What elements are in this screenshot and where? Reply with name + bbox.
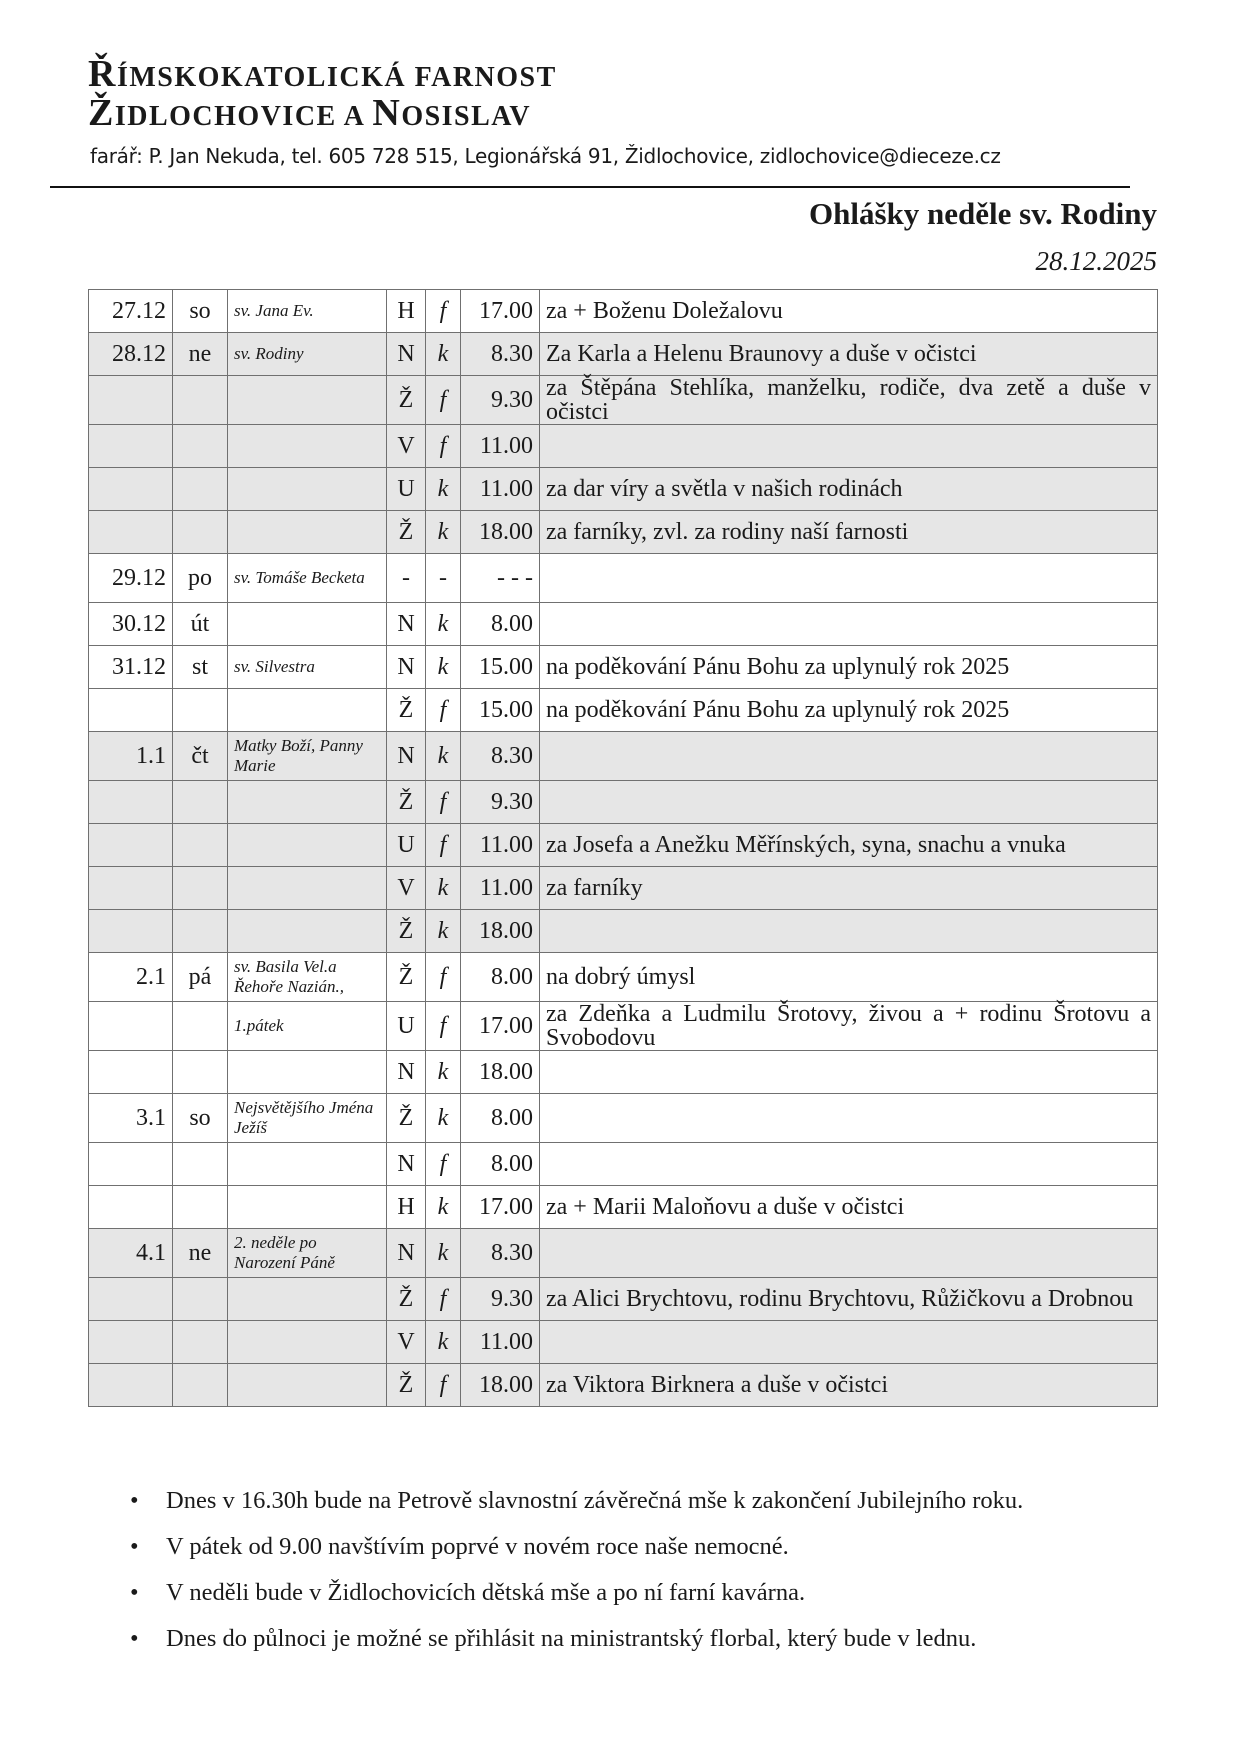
saint-cell xyxy=(228,867,387,910)
place-cell: Ž xyxy=(387,511,426,554)
intention-cell: na poděkování Pánu Bohu za uplynulý rok 2025 xyxy=(540,689,1158,732)
time-cell: 8.30 xyxy=(461,732,540,781)
intention-cell xyxy=(540,603,1158,646)
time-cell: 18.00 xyxy=(461,511,540,554)
mass-type-cell: k xyxy=(426,603,461,646)
table-row xyxy=(89,646,1158,689)
intention-cell xyxy=(540,1051,1158,1094)
date-cell xyxy=(89,1143,173,1186)
page-date: 28.12.2025 xyxy=(1035,246,1157,276)
day-cell: ne xyxy=(173,1229,228,1278)
place-cell: - xyxy=(387,554,426,603)
place-cell: U xyxy=(387,1002,426,1051)
date-cell xyxy=(89,1278,173,1321)
mass-type-cell: k xyxy=(426,867,461,910)
table-row xyxy=(89,603,1158,646)
mass-type-cell: k xyxy=(426,1186,461,1229)
time-cell: 8.00 xyxy=(461,1094,540,1143)
mass-type-cell: k xyxy=(426,732,461,781)
date-cell xyxy=(89,425,173,468)
table-row xyxy=(89,333,1158,376)
place-cell: N xyxy=(387,1229,426,1278)
date-cell: 28.12 xyxy=(89,333,173,376)
table-row xyxy=(89,1002,1158,1051)
intention-cell: Za Karla a Helenu Braunovy a duše v očistci xyxy=(540,333,1158,376)
table-row xyxy=(89,290,1158,333)
time-cell: 15.00 xyxy=(461,689,540,732)
time-cell: 9.30 xyxy=(461,781,540,824)
header-divider xyxy=(50,186,1130,188)
time-cell: 17.00 xyxy=(461,1002,540,1051)
time-cell: 11.00 xyxy=(461,824,540,867)
saint-cell xyxy=(228,1278,387,1321)
table-row xyxy=(89,781,1158,824)
day-cell: st xyxy=(173,646,228,689)
date-cell: 3.1 xyxy=(89,1094,173,1143)
date-cell xyxy=(89,689,173,732)
table-row xyxy=(89,1229,1158,1278)
place-cell: N xyxy=(387,646,426,689)
date-cell: 30.12 xyxy=(89,603,173,646)
date-cell: 1.1 xyxy=(89,732,173,781)
time-cell: 8.00 xyxy=(461,1143,540,1186)
day-cell xyxy=(173,1051,228,1094)
table-row xyxy=(89,1321,1158,1364)
day-cell xyxy=(173,425,228,468)
day-cell xyxy=(173,468,228,511)
saint-cell xyxy=(228,824,387,867)
table-row xyxy=(89,376,1158,425)
place-cell: N xyxy=(387,1051,426,1094)
initial-letter: Ž xyxy=(88,92,115,134)
day-cell xyxy=(173,689,228,732)
day-cell xyxy=(173,1278,228,1321)
time-cell: 8.00 xyxy=(461,953,540,1002)
table-row xyxy=(89,910,1158,953)
date-cell xyxy=(89,1051,173,1094)
date-cell xyxy=(89,1321,173,1364)
announcement-item xyxy=(110,1578,1160,1608)
day-cell: čt xyxy=(173,732,228,781)
intention-cell xyxy=(540,910,1158,953)
time-cell: 11.00 xyxy=(461,867,540,910)
mass-type-cell: f xyxy=(426,290,461,333)
place-cell: N xyxy=(387,732,426,781)
saint-cell: sv. Silvestra xyxy=(228,646,387,689)
day-cell: ne xyxy=(173,333,228,376)
date-cell xyxy=(89,867,173,910)
place-cell: Ž xyxy=(387,1364,426,1407)
parish-name-text: IDLOCHOVICE A xyxy=(114,101,373,132)
day-cell: út xyxy=(173,603,228,646)
time-cell: 17.00 xyxy=(461,1186,540,1229)
time-cell: 15.00 xyxy=(461,646,540,689)
mass-type-cell: - xyxy=(426,554,461,603)
mass-type-cell: f xyxy=(426,1143,461,1186)
mass-type-cell: f xyxy=(426,425,461,468)
day-cell xyxy=(173,376,228,425)
announcement-text: V neděli bude v Židlochovicích dětská mše a po ní farní kavárna. xyxy=(166,1579,806,1606)
intention-cell: na dobrý úmysl xyxy=(540,953,1158,1002)
mass-type-cell: k xyxy=(426,646,461,689)
date-cell xyxy=(89,376,173,425)
mass-type-cell: k xyxy=(426,468,461,511)
saint-cell xyxy=(228,603,387,646)
parish-name-text: OSISLAV xyxy=(401,101,532,132)
day-cell xyxy=(173,910,228,953)
intention-cell: za Zdeňka a Ludmilu Šrotovy, živou a + rodinu Šrotovu a Svobodovu xyxy=(540,1002,1158,1051)
date-cell: 31.12 xyxy=(89,646,173,689)
time-cell: 11.00 xyxy=(461,468,540,511)
place-cell: N xyxy=(387,1143,426,1186)
day-cell xyxy=(173,1186,228,1229)
announcements-list xyxy=(110,1486,1160,1670)
table-row xyxy=(89,732,1158,781)
saint-cell xyxy=(228,376,387,425)
place-cell: H xyxy=(387,1186,426,1229)
intention-cell: za Alici Brychtovu, rodinu Brychtovu, Růžičkovu a Drobnou xyxy=(540,1278,1158,1321)
parish-name-line2 xyxy=(88,92,532,134)
saint-cell: 2. neděle po Narození Páně xyxy=(228,1229,387,1278)
place-cell: V xyxy=(387,867,426,910)
bullet-icon: • xyxy=(130,1625,139,1652)
intention-cell: na poděkování Pánu Bohu za uplynulý rok 2025 xyxy=(540,646,1158,689)
date-cell xyxy=(89,824,173,867)
day-cell: pá xyxy=(173,953,228,1002)
date-cell xyxy=(89,1364,173,1407)
place-cell: N xyxy=(387,603,426,646)
table-row xyxy=(89,468,1158,511)
saint-cell: sv. Tomáše Becketa xyxy=(228,554,387,603)
date-cell xyxy=(89,1002,173,1051)
date-cell xyxy=(89,781,173,824)
saint-cell xyxy=(228,1186,387,1229)
place-cell: Ž xyxy=(387,689,426,732)
announcement-text: Dnes v 16.30h bude na Petrově slavnostní závěrečná mše k zakončení Jubilejního roku. xyxy=(166,1487,1024,1514)
intention-cell xyxy=(540,1321,1158,1364)
mass-type-cell: k xyxy=(426,1051,461,1094)
day-cell xyxy=(173,867,228,910)
initial-letter: Ř xyxy=(88,53,117,95)
mass-type-cell: k xyxy=(426,333,461,376)
saint-cell xyxy=(228,1364,387,1407)
table-row xyxy=(89,511,1158,554)
day-cell xyxy=(173,1143,228,1186)
intention-cell xyxy=(540,1229,1158,1278)
time-cell: 18.00 xyxy=(461,910,540,953)
time-cell: 11.00 xyxy=(461,1321,540,1364)
mass-type-cell: k xyxy=(426,1094,461,1143)
intention-cell: za + Marii Maloňovu a duše v očistci xyxy=(540,1186,1158,1229)
place-cell: Ž xyxy=(387,953,426,1002)
mass-type-cell: k xyxy=(426,511,461,554)
time-cell: 9.30 xyxy=(461,1278,540,1321)
bullet-icon: • xyxy=(130,1579,139,1606)
saint-cell xyxy=(228,425,387,468)
time-cell: 8.30 xyxy=(461,1229,540,1278)
mass-type-cell: f xyxy=(426,689,461,732)
saint-cell xyxy=(228,468,387,511)
announcement-text: V pátek od 9.00 navštívím poprvé v novém roce naše nemocné. xyxy=(166,1533,789,1560)
intention-cell: za Viktora Birknera a duše v očistci xyxy=(540,1364,1158,1407)
place-cell: Ž xyxy=(387,910,426,953)
contact-line: farář: P. Jan Nekuda, tel. 605 728 515, Legionářská 91, Židlochovice, zidlochovice@dieceze.cz xyxy=(90,144,1001,168)
saint-cell: Matky Boží, Panny Marie xyxy=(228,732,387,781)
saint-cell: sv. Jana Ev. xyxy=(228,290,387,333)
place-cell: Ž xyxy=(387,781,426,824)
table-row xyxy=(89,1051,1158,1094)
saint-cell xyxy=(228,1321,387,1364)
table-row xyxy=(89,554,1158,603)
table-row xyxy=(89,1094,1158,1143)
place-cell: Ž xyxy=(387,1278,426,1321)
day-cell xyxy=(173,1321,228,1364)
table-row xyxy=(89,867,1158,910)
mass-type-cell: f xyxy=(426,781,461,824)
day-cell xyxy=(173,1364,228,1407)
place-cell: H xyxy=(387,290,426,333)
mass-type-cell: k xyxy=(426,1321,461,1364)
day-cell xyxy=(173,824,228,867)
announcement-text: Dnes do půlnoci je možné se přihlásit na ministrantský florbal, který bude v lednu. xyxy=(166,1625,977,1652)
table-row xyxy=(89,953,1158,1002)
saint-cell xyxy=(228,511,387,554)
time-cell: 18.00 xyxy=(461,1364,540,1407)
time-cell: 17.00 xyxy=(461,290,540,333)
table-row xyxy=(89,1364,1158,1407)
date-cell xyxy=(89,1186,173,1229)
intention-cell: za farníky, zvl. za rodiny naší farnosti xyxy=(540,511,1158,554)
intention-cell xyxy=(540,781,1158,824)
mass-type-cell: f xyxy=(426,953,461,1002)
announcement-item xyxy=(110,1486,1160,1516)
date-cell: 27.12 xyxy=(89,290,173,333)
intention-cell: za Štěpána Stehlíka, manželku, rodiče, dva zetě a duše v očistci xyxy=(540,376,1158,425)
table-row xyxy=(89,425,1158,468)
parish-name-line1 xyxy=(88,53,557,95)
mass-type-cell: k xyxy=(426,910,461,953)
intention-cell: za farníky xyxy=(540,867,1158,910)
table-row xyxy=(89,1143,1158,1186)
intention-cell xyxy=(540,732,1158,781)
saint-cell xyxy=(228,689,387,732)
day-cell xyxy=(173,781,228,824)
date-cell: 29.12 xyxy=(89,554,173,603)
table-row xyxy=(89,824,1158,867)
day-cell: po xyxy=(173,554,228,603)
date-cell: 2.1 xyxy=(89,953,173,1002)
saint-cell: 1.pátek xyxy=(228,1002,387,1051)
time-cell: 11.00 xyxy=(461,425,540,468)
mass-type-cell: f xyxy=(426,376,461,425)
intention-cell: za Josefa a Anežku Měřínských, syna, snachu a vnuka xyxy=(540,824,1158,867)
date-cell xyxy=(89,910,173,953)
announcement-item xyxy=(110,1532,1160,1562)
page-title: Ohlášky neděle sv. Rodiny xyxy=(809,196,1157,231)
announcement-item xyxy=(110,1624,1160,1654)
mass-type-cell: k xyxy=(426,1229,461,1278)
day-cell: so xyxy=(173,1094,228,1143)
place-cell: Ž xyxy=(387,1094,426,1143)
schedule-table xyxy=(88,289,1158,1407)
mass-type-cell: f xyxy=(426,824,461,867)
saint-cell: sv. Rodiny xyxy=(228,333,387,376)
intention-cell xyxy=(540,1143,1158,1186)
day-cell: so xyxy=(173,290,228,333)
initial-letter: N xyxy=(372,92,402,134)
saint-cell xyxy=(228,1051,387,1094)
date-cell: 4.1 xyxy=(89,1229,173,1278)
saint-cell xyxy=(228,1143,387,1186)
table-row xyxy=(89,1186,1158,1229)
saint-cell xyxy=(228,910,387,953)
time-cell: - - - xyxy=(461,554,540,603)
parish-name-text: ÍMSKOKATOLICKÁ FARNOST xyxy=(116,62,557,93)
place-cell: V xyxy=(387,425,426,468)
mass-type-cell: f xyxy=(426,1364,461,1407)
mass-type-cell: f xyxy=(426,1278,461,1321)
place-cell: U xyxy=(387,824,426,867)
saint-cell xyxy=(228,781,387,824)
table-row xyxy=(89,1278,1158,1321)
day-cell xyxy=(173,1002,228,1051)
date-cell xyxy=(89,511,173,554)
intention-cell xyxy=(540,425,1158,468)
time-cell: 8.30 xyxy=(461,333,540,376)
place-cell: U xyxy=(387,468,426,511)
place-cell: N xyxy=(387,333,426,376)
intention-cell: za dar víry a světla v našich rodinách xyxy=(540,468,1158,511)
bullet-icon: • xyxy=(130,1487,139,1514)
intention-cell xyxy=(540,554,1158,603)
intention-cell: za + Boženu Doležalovu xyxy=(540,290,1158,333)
day-cell xyxy=(173,511,228,554)
intention-cell xyxy=(540,1094,1158,1143)
time-cell: 8.00 xyxy=(461,603,540,646)
saint-cell: Nejsvětějšího Jména Ježíš xyxy=(228,1094,387,1143)
time-cell: 9.30 xyxy=(461,376,540,425)
date-cell xyxy=(89,468,173,511)
place-cell: Ž xyxy=(387,376,426,425)
time-cell: 18.00 xyxy=(461,1051,540,1094)
place-cell: V xyxy=(387,1321,426,1364)
saint-cell: sv. Basila Vel.a Řehoře Nazián., xyxy=(228,953,387,1002)
mass-type-cell: f xyxy=(426,1002,461,1051)
table-row xyxy=(89,689,1158,732)
bullet-icon: • xyxy=(130,1533,139,1560)
